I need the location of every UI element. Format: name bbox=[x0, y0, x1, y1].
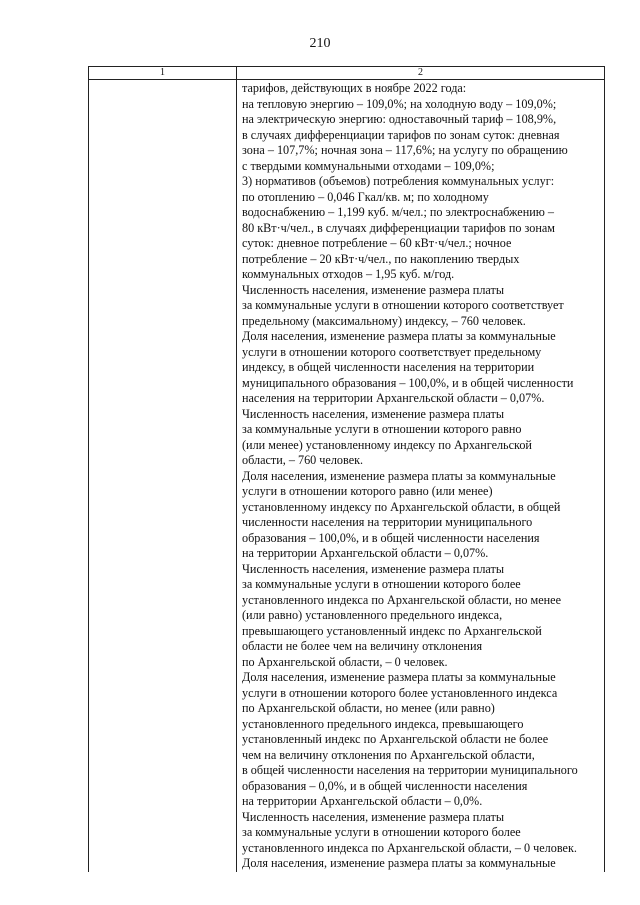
text-line: на территории Архангельской области – 0,07%. bbox=[242, 546, 489, 560]
text-line: образования – 0,0%, и в общей численности населения bbox=[242, 778, 528, 793]
text-line: Доля населения, изменение размера платы за коммунальные bbox=[242, 670, 556, 684]
text-line: Численность населения, изменение размера платы bbox=[242, 282, 505, 297]
text-line: услуги в отношении которого равно (или менее) bbox=[242, 484, 493, 498]
text-line: индексу, в общей численности населения на территории bbox=[242, 360, 535, 374]
text-line: установленного индекса по Архангельской области, но менее bbox=[242, 592, 561, 607]
text-line: (или менее) установленному индексу по Архангельской bbox=[242, 437, 532, 452]
text-line: зона – 107,7%; ночная зона – 117,6%; на услугу по обращению bbox=[242, 143, 568, 157]
text-line: Численность населения, изменение размера платы bbox=[242, 561, 505, 576]
text-line: установленный индекс по Архангельской области не более bbox=[242, 732, 549, 746]
table-cell-column-2 bbox=[237, 80, 605, 872]
text-line: в общей численности населения на территории муниципального bbox=[242, 763, 578, 777]
text-line: по отоплению – 0,046 Гкал/кв. м; по холодному bbox=[242, 189, 489, 204]
text-line: численности населения на территории муниципального bbox=[242, 515, 533, 529]
text-line: установленному индексу по Архангельской области, в общей bbox=[242, 499, 561, 514]
table-header-row bbox=[89, 67, 605, 80]
text-line: превышающего установленный индекс по Архангельской bbox=[242, 623, 542, 638]
text-line: коммунальных отходов – 1,95 куб. м/год. bbox=[242, 267, 455, 281]
text-line: услуги в отношении которого соответствует предельному bbox=[242, 344, 542, 359]
text-line: муниципального образования – 100,0%, и в общей численности bbox=[242, 375, 574, 390]
table-cell-column-1 bbox=[89, 80, 237, 872]
text-line: установленного индекса по Архангельской области, – 0 человек. bbox=[242, 840, 577, 855]
table-row bbox=[89, 80, 605, 872]
column-header-1: 1 bbox=[89, 67, 237, 80]
page-number: 210 bbox=[309, 36, 331, 51]
text-line: тарифов, действующих в ноябре 2022 года: bbox=[242, 81, 467, 95]
text-line: Доля населения, изменение размера платы за коммунальные bbox=[242, 468, 556, 483]
text-line: по Архангельской области, но менее (или равно) bbox=[242, 701, 495, 715]
text-line: чем на величину отклонения по Архангельской области, bbox=[242, 747, 535, 762]
document-table bbox=[88, 66, 605, 872]
text-line: Численность населения, изменение размера платы bbox=[242, 406, 505, 421]
text-line: за коммунальные услуги в отношении которого более bbox=[242, 577, 521, 591]
text-line: Доля населения, изменение размера платы за коммунальные bbox=[242, 856, 556, 870]
text-line: за коммунальные услуги в отношении которого более bbox=[242, 825, 521, 839]
text-line: предельному (максимальному) индексу, – 760 человек. bbox=[242, 313, 526, 328]
text-line: суток: дневное потребление – 60 кВт·ч/чел.; ночное bbox=[242, 236, 512, 250]
text-line: на тепловую энергию – 109,0%; на холодную воду – 109,0%; bbox=[242, 96, 557, 111]
text-line: услуги в отношении которого более установленного индекса bbox=[242, 685, 558, 700]
text-line: потребление – 20 кВт·ч/чел., по накоплению твердых bbox=[242, 251, 520, 266]
text-line: Доля населения, изменение размера платы за коммунальные bbox=[242, 329, 556, 343]
text-line: (или равно) установленного предельного индекса, bbox=[242, 608, 503, 622]
text-line: области не более чем на величину отклонения bbox=[242, 639, 483, 653]
text-line: области, – 760 человек. bbox=[242, 453, 364, 467]
text-line: установленного предельного индекса, превышающего bbox=[242, 716, 524, 731]
text-line: образования – 100,0%, и в общей численности населения bbox=[242, 530, 540, 545]
text-line: 3) нормативов (объемов) потребления коммунальных услуг: bbox=[242, 174, 555, 188]
text-line: с твердыми коммунальными отходами – 109,0%; bbox=[242, 158, 495, 173]
text-line: по Архангельской области, – 0 человек. bbox=[242, 654, 448, 669]
text-line: в случаях дифференциации тарифов по зонам суток: дневная bbox=[242, 127, 560, 142]
text-line: 80 кВт·ч/чел., в случаях дифференциации тарифов по зонам bbox=[242, 220, 556, 235]
text-line: на электрическую энергию: одноставочный тариф – 108,9%, bbox=[242, 112, 557, 126]
column-header-2: 2 bbox=[237, 67, 605, 80]
text-line: за коммунальные услуги в отношении которого равно bbox=[242, 422, 522, 436]
text-line: населения на территории Архангельской области – 0,07%. bbox=[242, 391, 545, 405]
text-line: на территории Архангельской области – 0,0%. bbox=[242, 794, 483, 808]
text-content bbox=[237, 80, 604, 872]
text-line: за коммунальные услуги в отношении которого соответствует bbox=[242, 298, 564, 312]
text-line: Численность населения, изменение размера платы bbox=[242, 809, 505, 824]
text-line: водоснабжению – 1,199 куб. м/чел.; по электроснабжению – bbox=[242, 205, 554, 219]
